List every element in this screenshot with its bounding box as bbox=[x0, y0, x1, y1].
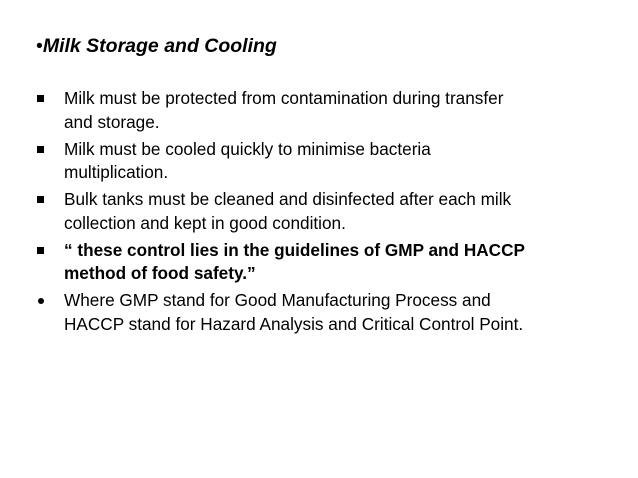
bullet-line: Milk must be protected from contamination during transfer bbox=[64, 88, 504, 108]
bullet-line: collection and kept in good condition. bbox=[64, 212, 346, 233]
bullet-item-cooling bbox=[36, 138, 596, 185]
square-bullet-icon bbox=[36, 188, 56, 212]
bullet-item-gmp-haccp-quote bbox=[36, 239, 596, 286]
bullet-item-definitions bbox=[36, 289, 596, 336]
slide-title-text: Milk Storage and Cooling bbox=[42, 35, 277, 57]
bullet-line: Where GMP stand for Good Manufacturing Process and bbox=[64, 290, 491, 310]
round-bullet-icon bbox=[36, 289, 56, 313]
title-bullet: • bbox=[36, 35, 43, 57]
square-bullet-icon bbox=[36, 239, 56, 263]
bullet-item-contamination bbox=[36, 87, 596, 134]
square-bullet-icon bbox=[36, 138, 56, 162]
bullet-line: multiplication. bbox=[64, 162, 169, 182]
bullet-list bbox=[36, 87, 596, 340]
square-bullet-icon bbox=[36, 87, 56, 111]
bullet-line: “ these control lies in the guidelines of GMP and HACCP bbox=[64, 239, 525, 260]
bullet-item-bulk-tanks bbox=[36, 188, 596, 235]
bullet-line: Bulk tanks must be cleaned and disinfected after each milk bbox=[64, 189, 512, 209]
bullet-line: method of food safety.” bbox=[64, 263, 256, 283]
bullet-line: Milk must be cooled quickly to minimise bacteria bbox=[64, 138, 431, 159]
slide-title bbox=[36, 34, 277, 58]
bullet-line: and storage. bbox=[64, 111, 160, 132]
bullet-line: HACCP stand for Hazard Analysis and Critical Control Point. bbox=[64, 313, 524, 334]
